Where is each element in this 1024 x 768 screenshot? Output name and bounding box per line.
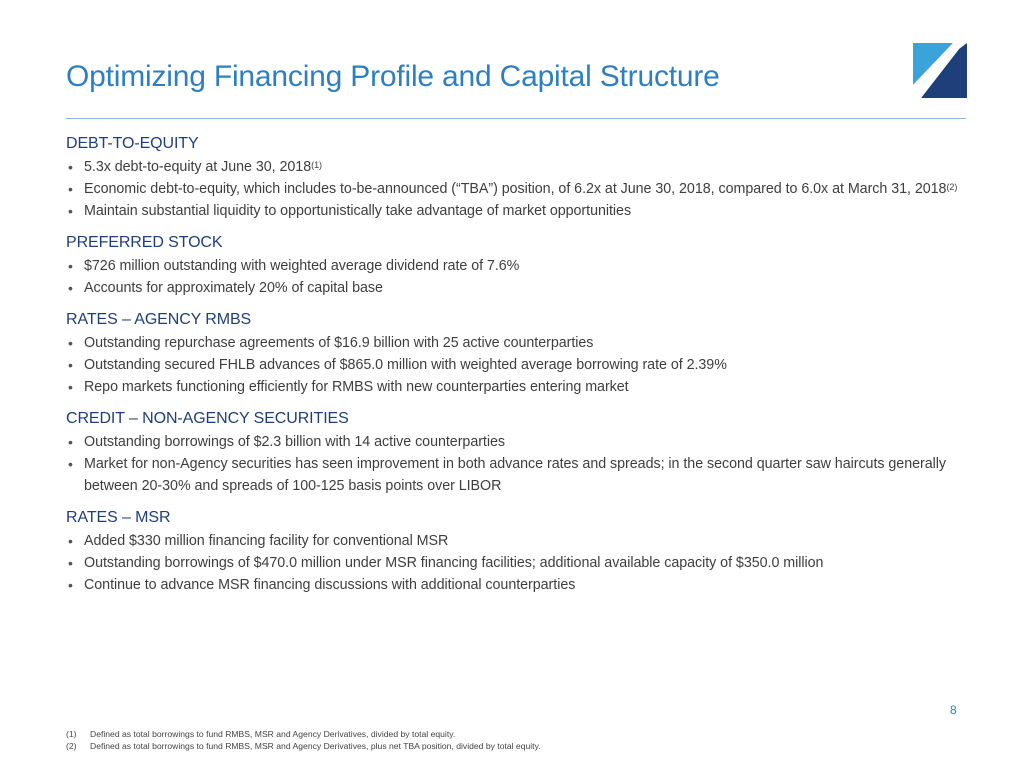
bullet-text: Accounts for approximately 20% of capital base [84,280,383,296]
bullet-text: Outstanding borrowings of $2.3 billion with 14 active counterparties [84,434,505,450]
bullet-item [66,200,986,222]
bullet-item [66,156,986,178]
footnote-reference: (2) [946,182,958,192]
bullet-icon: • [68,379,73,395]
bullet-item [66,178,986,200]
section [66,232,986,299]
section [66,133,986,222]
bullet-text: Outstanding repurchase agreements of $16.9 billion with 25 active counterparties [84,335,594,351]
bullet-text: 5.3x debt-to-equity at June 30, 2018 [84,159,312,175]
bullet-item [66,376,986,398]
footnote-text: Defined as total borrowings to fund RMBS, MSR and Agency Derivatives, divided by total equity. [90,729,456,739]
bullet-text: Economic debt-to-equity, which includes to-be-announced (“TBA”) position, of 6.2x at June 30, 2018, compared to 6.0x at March 31, 2018 [84,181,947,197]
bullet-text: $726 million outstanding with weighted average dividend rate of 7.6% [84,258,520,274]
section-heading: DEBT-TO-EQUITY [66,135,199,152]
company-logo-icon [913,43,967,98]
section [66,309,986,398]
section-heading: CREDIT – NON-AGENCY SECURITIES [66,410,349,427]
bullet-icon: • [68,159,73,175]
bullet-text: Maintain substantial liquidity to opportunistically take advantage of market opportunities [84,203,632,219]
bullet-item [66,552,986,574]
bullet-icon: • [68,533,73,549]
section-heading: PREFERRED STOCK [66,234,223,251]
footnotes [66,728,966,752]
slide-title: Optimizing Financing Profile and Capital Structure [66,60,720,93]
bullet-list [66,530,986,596]
footnote-text: Defined as total borrowings to fund RMBS, MSR and Agency Derivatives, plus net TBA position, divided by total equity. [90,741,541,751]
section [66,408,986,497]
bullet-text: Continue to advance MSR financing discussions with additional counterparties [84,577,576,593]
section-heading: RATES – AGENCY RMBS [66,311,252,328]
footnote-reference: (1) [311,160,322,170]
bullet-list [66,156,986,222]
footnote [66,740,966,752]
bullet-text: Added $330 million financing facility for conventional MSR [84,533,449,549]
bullet-item [66,354,986,376]
bullet-text: Outstanding secured FHLB advances of $865.0 million with weighted average borrowing rate of 2.39% [84,357,727,373]
footnote [66,728,966,740]
bullet-icon: • [68,577,73,593]
bullet-list [66,255,986,299]
title-divider [66,118,966,119]
section [66,507,986,596]
bullet-icon: • [68,181,73,197]
bullet-icon: • [68,280,73,296]
bullet-item [66,574,986,596]
bullet-list [66,332,986,398]
bullet-item [66,332,986,354]
page-number: 8 [950,703,957,717]
bullet-item [66,255,986,277]
bullet-list [66,431,986,497]
bullet-icon: • [68,555,73,571]
slide-content [66,133,986,606]
bullet-item [66,453,986,497]
bullet-icon: • [68,258,73,274]
bullet-icon: • [68,203,73,219]
bullet-text: Outstanding borrowings of $470.0 million under MSR financing facilities; additional available capacity of $350.0 million [84,555,824,571]
bullet-icon: • [68,434,73,450]
bullet-icon: • [68,357,73,373]
bullet-icon: • [68,335,73,351]
footnote-number: (2) [66,741,77,751]
bullet-icon: • [68,456,73,472]
bullet-item [66,431,986,453]
bullet-text: Market for non-Agency securities has seen improvement in both advance rates and spreads; in the second quarter saw haircuts generally between 20-30% and spreads of 100-125 basis points over LIBOR [84,456,946,494]
footnote-number: (1) [66,729,77,739]
section-heading: RATES – MSR [66,509,171,526]
bullet-item [66,277,986,299]
bullet-item [66,530,986,552]
bullet-text: Repo markets functioning efficiently for RMBS with new counterparties entering market [84,379,629,395]
